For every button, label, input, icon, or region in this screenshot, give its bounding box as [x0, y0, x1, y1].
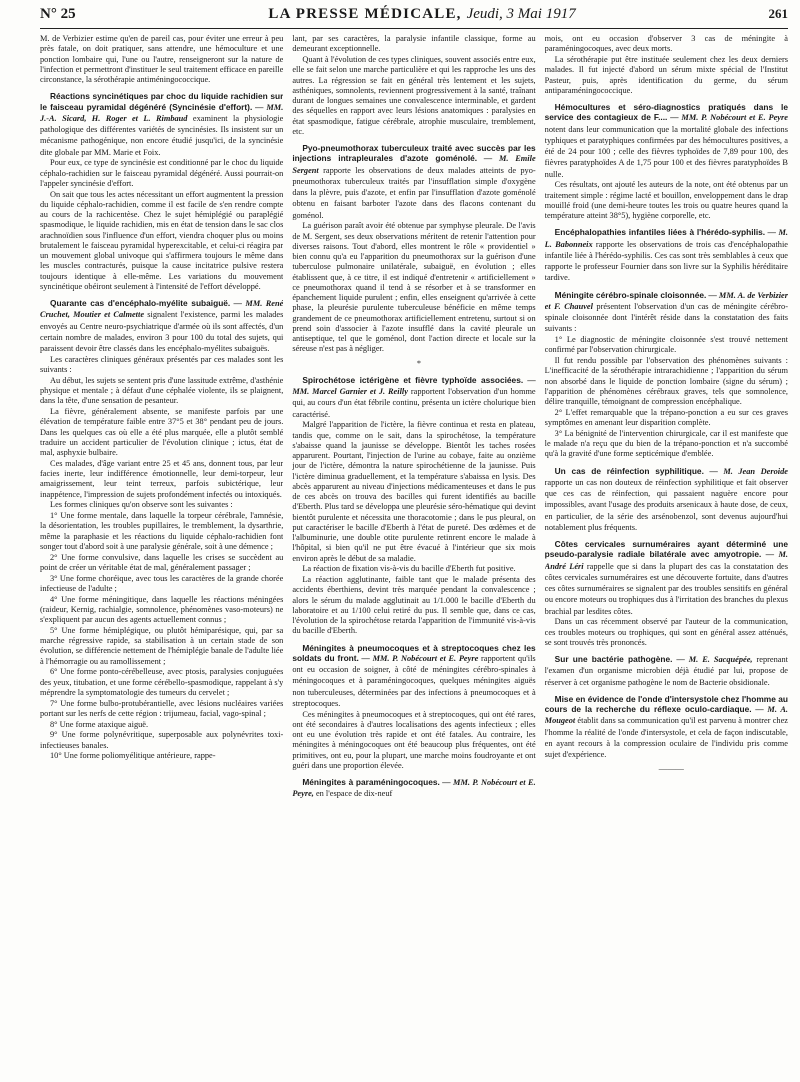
article-title: Méningite cérébro-spinale cloisonnée. [554, 289, 707, 300]
article-authors: — M. Emile Sergent [292, 154, 536, 175]
article-text: rapportent qu'ils ont eu occasion de soigner, à côté de méningites cérébro-spinales à méningocoques et à paraméningocoques, quelques méningites aiguës non tuberculeuses, déterminées par des infections à pneumocoques et à streptocoques. [292, 653, 536, 708]
article-authors: — M. André Léri [544, 550, 788, 571]
article-text: rapportent l'observation d'un homme qui, au cours d'un état fébrile continu, présenta un ictère cholurique bien caractérisé. [292, 387, 536, 419]
article-authors: — MM. J.-A. Sicard, H. Roger et L. Rimbaud [40, 102, 284, 123]
paragraph: Au début, les sujets se sentent pris d'une lassitude extrême, d'asthénie physique et mentale ; à défaut d'une céphalée violente, ils se plaignent, dans la tête, d'une sensation de pesanteur. [40, 375, 284, 406]
issue-number: N° 25 [40, 6, 76, 22]
paragraph: Ces méningites à pneumocoques et à streptocoques, qui ont été rares, ont été secondaires à d'autres localisations des agents infectieux ; elles ont eu une évolution très rapide et ont été fatales. Au contraire, les méningites à méningocoques ont été beaucoup plus fréquentes, ont été primitives, ont eu, pour la plupart, une marche moins foudroyante et ont guéri dans une proportion élevée. [292, 709, 536, 770]
article-section [545, 539, 788, 617]
article-authors: — M. L. Babonneix [544, 228, 788, 249]
paragraph: Pour eux, ce type de syncinésie est conditionné par le choc du liquide céphalo-rachidien sur le faisceau pyramidal dégénéré. Aussi pourrait-on l'appeler syncinésie d'effort. [40, 158, 284, 188]
list-item: 2° Une forme convulsive, dans laquelle les crises se succèdent au point de créer un véritable état de mal, généralement passager ; [40, 552, 284, 572]
separator: * [416, 358, 422, 368]
article-text: rapporte les observations de deux malades atteints de pyo-pneumothorax tuberculeux traités par l'insufflation simple d'oxygène dans la plèvre, puis d'azote, et enfin par l'insufflation d'azote goménolé obtenu en faisant barboter l'azote dans des flacons contenant du goménol. [292, 165, 536, 220]
paragraph: Dans un cas récemment observé par l'auteur de la communication, ces troubles moteurs ou trophiques, qui sont en général assez atténués, se sont trouvés très prononcés. [544, 617, 788, 647]
article-title: Quarante cas d'encéphalo-myélite subaiguë. [50, 298, 231, 308]
article-text: rappelle que si dans la plupart des cas la constatation des côtes cervicales surnuméraires est une découverte fortuite, dans d'autres ces côtes surnuméraires se signalent par des troubles sensitifs en général ou encore moteurs ou trophiques dus à l'irritation des branches du plexus brachial par lesdites côtes. [544, 561, 788, 616]
paragraph: Il fut rendu possible par l'observation des phénomènes suivants : L'inefficacité de la sérothérapie intrarachidienne ; l'apparition du sérum non absorbé dans le liquide de ponction lombaire (signe du sérum) ; l'apparition de phénomènes cérébraux graves, tels que somnolence, délire tranquille, témoignant de compression encéphalique. [544, 356, 788, 406]
article-title: Un cas de réinfection syphilitique. [554, 465, 704, 476]
article-text: en l'espace de dix-neuf [313, 789, 393, 799]
article-authors: — MM. P. Nobécourt et E. Peyre, [292, 778, 536, 799]
article-title: Sur une bactérie pathogène. [554, 654, 673, 664]
paragraph: La réaction de fixation vis-à-vis du bacille d'Eberth fut positive. [302, 564, 516, 574]
paragraph: lant, par ses caractères, la paralysie infantile classique, forme au demeurant exceptionnelle. [292, 34, 536, 54]
column-3 [545, 34, 788, 1080]
article-text: examinent la physiologie pathologique des différentes variétés de syncinésies. Ils insistent sur un mécanisme pathogénique, non encore étudié jusqu'ici, de la syncinésie dite globale par MM. Marie et Foix. [40, 113, 284, 157]
article-authors: — M. E. Sacquépée, [672, 655, 753, 664]
paragraph: On sait que tous les actes nécessitant un effort augmentent la pression du liquide céphalo-rachidien, comme il est facile de s'en rendre compte au cours de la rachicentèse. Chez le sujet hémiplégié ou paraplégié spasmodique, le liquide rachidien, mis en état de tension dans le sac clos arachnoïdien sous l'influence d'un effort, viendra choquer plus ou moins brutalement le faisceau pyramidal hyperexcitable, et celui-ci réagira par un mouvement global univoque qui s'affirmera toujours le même dans les muscles contracturés, puisque la cause incitatrice pulsive restera toujours identique à elle-même. Les variations du mouvement syncinétique obéiront seulement à l'intensité de l'effort développé. [40, 189, 284, 291]
article-title: Mise en évidence de l'onde d'intersystole chez l'homme au cours de la recherche du réflexe oculo-cardiaque. [544, 693, 788, 714]
list-item: 10° Une forme poliomyélitique antérieure, rappe- [50, 751, 216, 761]
article-text: établit dans sa communication qu'il est parvenu à montrer chez l'homme la réalité de l'onde d'intersystole, et cela de façon indiscutable, en ayant recours à la compression oculaire de l'individu pris comme sujet d'expérience. [544, 716, 788, 759]
article-section [545, 694, 788, 761]
article-text: signalent l'existence, parmi les malades envoyés au Centre neuro-psychiatrique d'armée où ils sont affectés, d'un certain nombre de malades, environ 3 pour 100 du total des sujets, qui paraissent devoir être classés dans les encéphalo-myélites subaiguës. [40, 310, 284, 353]
column-2 [292, 34, 535, 1080]
list-item: 1° Une forme mentale, dans laquelle la torpeur cérébrale, l'amnésie, la désorientation, les troubles pupillaires, le tremblement, la dysarthrie, même la paraphasie et les réactions du liquide céphalo-rachidien font songer tout d'abord soit à une paralysie générale, soit à une démence ; [40, 511, 284, 551]
article-section [40, 91, 283, 158]
article-title: Hémocultures et séro-diagnostics pratiqués dans le service des contagieux de F.... [544, 102, 788, 123]
article-section [545, 102, 788, 180]
paragraph: Quant à l'évolution de ces types cliniques, souvent associés entre eux, elle se fait selon une marche particulière et qui les rapproche les uns des autres. La régression se fait en général très lentement et les sujets, asthéniques, somnolents, reviennent progressivement à la santé, traînant durant de longues semaines une convalescence interminable, et gardent des séquelles en rapport avec leurs lésions anatomiques : paralysies en état spasmodique, fatigue cérébrale, atrophie musculaire, tremblement, etc. [292, 55, 536, 136]
paragraph: Les formes cliniques qu'on observe sont les suivantes : [50, 500, 233, 510]
column-1 [40, 34, 283, 1080]
article-text: notent dans leur communication que la mortalité globale des infections typhiques et paratyphiques confirmées par des hémocultures positives, a été de 24 pour 100 ; celle des fièvres typhoïdes de 7,89 pour 100, des fièvres paratyphoïdes A de 1,75 pour 100 et des fièvres paratyphoïdes B nulle. [544, 124, 788, 179]
paragraph: La fièvre, généralement absente, se manifeste parfois par une élévation de température faible entre 37°5 et 38° pendant peu de jours. Dans les quelques cas où elle a été plus marquée, elle a plutôt semblé traduire un accident particulier de l'évolution clinique ; ictus, état de mal, asphyxie bulbaire. [40, 407, 284, 457]
article-section [292, 643, 535, 710]
article-title: Pyo-pneumothorax tuberculeux traité avec succès par les injections intrapleurales d'azote goménolé. [292, 143, 536, 164]
journal-masthead [268, 6, 575, 23]
page-header [40, 6, 788, 29]
article-section [545, 654, 788, 688]
article-authors: — MM. P. Nobécourt et E. Peyre [667, 113, 788, 123]
article-section [292, 375, 535, 420]
paragraph: La guérison paraît avoir été obtenue par symphyse pleurale. De l'avis de M. Sergent, ses deux observations méritent de retenir l'attention pour diverses raisons. Tout d'abord, elles montrent le rôle « providentiel » bien connu qu'a eu l'apparition du pneumothorax sur la guérison d'une tuberculose pulmonaire unilatérale, subaiguë, en évolution ; elles établissent que, à ce titre, il est indiqué d'entretenir « artificiellement » ce pneumothorax quand il tend à se résorber et à se transformer en épanchement liquide purulent ; enfin, elles enseignent qu'arrivée à cette phase, la pleurésie purulente tuberculeuse bénéficie en même temps grandement de ce pneumothorax artificiellement entretenu, surtout si on prend soin d'associer à l'azote insufflé dans la cavité pleurale un antiseptique, tel que le goménol, dont l'action directe et locale sur la séreuse n'est pas à négliger. [292, 221, 536, 354]
article-authors: — M. Jean Deroide [703, 466, 788, 476]
list-item: 6° Une forme ponto-cérébelleuse, avec ptosis, paralysies conjuguées des yeux, titubation, et une forme cérébello-spasmodique, rappelant à s'y méprendre la symptomatologie des tumeurs du cervelet ; [40, 667, 284, 697]
article-authors: — MM. Marcel Garnier et J. Reilly [292, 375, 536, 396]
list-item: 4° Une forme méningitique, dans laquelle les réactions méningées (raideur, Kernig, rachialgie, somnolence, phénomènes vaso-moteurs) ne s'expliquent par aucun des agents actuellement connus ; [40, 594, 284, 624]
article-section [292, 143, 535, 221]
text-columns [40, 34, 788, 1080]
list-item: 1° Le diagnostic de méningite cloisonnée s'est trouvé nettement confirmé par l'observation chirurgicale. [544, 335, 788, 355]
article-authors: — M. A. Mougeot [544, 705, 788, 726]
article-text: rapporte un cas non douteux de réinfection syphilitique et fait observer que ces cas de réinfection, qui passaient naguère encore pour impossibles, avant l'usage des produits arsenicaux à haute dose, de ceux, en particulier, de la série des arsénobenzol, sont devenus aujourd'hui notablement plus fréquents. [544, 477, 788, 532]
article-authors: — MM. P. Nobécourt et E. Peyre [358, 653, 479, 663]
article-title: Spirochétose ictérigène et fièvre typhoïde associées. [302, 374, 524, 385]
article-title: Côtes cervicales surnuméraires ayant déterminé une pseudo-paralysie radiale bilatérale avec amyotropie. [544, 539, 788, 560]
article-authors: — MM. A. de Verbizier et F. Chauvel [544, 290, 788, 311]
paragraph: Ces résultats, ont ajouté les auteurs de la note, ont été obtenus par un traitement simple : régime lacté et bouillon, enveloppement dans le drap mouillé froid (une demi-heure toutes les trois ou quatre heures quand la température atteint 38°5), hygiène corporelle, etc. [544, 180, 788, 220]
paragraph: Malgré l'apparition de l'ictère, la fièvre continua et resta en plateau, tandis que, comme on le sait, dans la spirochétose, la température s'abaisse quand la jaunisse se développe. Bientôt les taches rosées apparurent. Pourtant, l'injection de l'urine au cobaye, faite au onzième jour de l'ictère, démontra la nature spirochétienne de la jaunisse. Puis l'ictère diminua graduellement, et la température s'abaissa en lysis. Des abcès apparurent au niveau d'injections médicamenteuses et dans le pus de ces abcès on trouva des bacilles qui furent identifiés au bacille d'Eberth. Plus tard se développa une pleurésie séro-hématique qui devint bientôt purulente et nécessita une thoracotomie ; dans le pus pleural, on put caractériser le bacille d'Eberth à l'état de pureté. Des œdèmes et de l'albuminurie, une double otite purulente retinrent encore le malade à l'hôpital, si bien qu'il ne put être évacué à l'intérieur que six mois environ après le début de sa maladie. [292, 420, 536, 563]
article-text: rapporte les observations de trois cas d'encéphalopathie infantile liée à l'hérédo-syphilis. Ces cas sont très semblables à ceux que rapporte le professeur Fournier dans son livre sur la Syphilis héréditaire tardive. [544, 239, 788, 283]
journal-title: LA PRESSE MÉDICALE, [268, 6, 462, 22]
list-item: 3° La bénignité de l'intervention chirurgicale, car il est manifeste que le malade n'a reçu que du bien de la trépano-ponction et n'a succombé qu'à la gravité d'une forme septicémique d'emblée. [544, 428, 788, 459]
list-item: 9° Une forme polynévritique, superposable aux polynévrites toxi-infectieuses banales. [40, 730, 284, 750]
paragraph: La réaction agglutinante, faible tant que le malade présenta des accidents éberthiens, devint très marquée pendant la convalescence ; alors le sérum du malade agglutinait au 1/1.000 le bacille d'Eberth du laboratoire et au 1/100 celui retiré du pus. Il semble que, dans ce cas, l'évolution de la spirochétose retarda l'apparition de l'immunité vis-à-vis du bacille d'Eberth. [292, 575, 536, 636]
list-item: 7° Une forme bulbo-protubérantielle, avec lésions nucléaires variées portant sur les nerfs de cette région : trijumeau, facial, vago-spinal ; [40, 698, 284, 718]
article-title: Méningites à paraméningocoques. [302, 777, 440, 787]
article-text: reprenant l'examen d'un organisme microbien déjà étudié par lui, propose de réserver à cet organisme pathogène le nom de Bacterie obsidionale. [544, 655, 788, 687]
paragraph: mois, ont eu occasion d'observer 3 cas de méningite à paraméningocoques, avec deux morts. [544, 34, 788, 54]
page-number: 261 [768, 6, 788, 21]
article-section [545, 227, 788, 283]
article-authors: — MM. René Cruchet, Moutier et Calmette [40, 299, 284, 320]
article-text: présentent l'observation d'un cas de méningite cérébro-spinale cloisonnée dont l'intérêt réside dans la constatation des faits suivants : [544, 301, 788, 334]
article-section [545, 466, 788, 534]
paragraph: Ces malades, d'âge variant entre 25 et 45 ans, donnent tous, par leur facies inerte, leur indifférence émotionnelle, leur demi-torpeur, leur amaigrissement, leur teint terreux, parfois subictérique, leur inappétence, l'impression de sujets profondément infectés ou intoxiqués. [40, 458, 284, 499]
paragraph: Les caractères cliniques généraux présentés par ces malades sont les suivants : [40, 354, 284, 374]
article-title: Réactions syncinétiques par choc du liquide rachidien sur le faisceau pyramidal dégénéré (Syncinésie d'effort). [40, 91, 284, 112]
article-title: Méningites à pneumocoques et à streptocoques chez les soldats du front. [292, 642, 536, 663]
list-item: 3° Une forme choréique, avec tous les caractères de la grande chorée infectieuse de l'adulte ; [40, 573, 284, 593]
issue-date: Jeudi, 3 Mai 1917 [466, 6, 576, 22]
article-section [40, 298, 283, 354]
list-item: 8° Une forme ataxique aiguë. [50, 719, 149, 729]
article-section [292, 777, 535, 800]
article-title: Encéphalopathies infantiles liées à l'hérédo-syphilis. [554, 227, 766, 238]
list-item: 5° Une forme hémiplégique, ou plutôt hémiparésique, qui, par sa marche régressive rapide, sa stabilisation à un certain stade de son évolution, se différencie nettement de l'hémiplégie banale de l'adulte liée à l'hémorragie ou au ramollissement ; [40, 625, 284, 666]
article-section [545, 290, 788, 335]
list-item: 2° L'effet remarquable que la trépano-ponction a eu sur ces graves symptômes en amenant leur disparition complète. [544, 407, 788, 427]
paragraph: M. de Verbizier estime qu'en de pareil cas, pour éviter une erreur à peu près fatale, on doit pratiquer, sans attendre, une hémoculture et une ponction lombaire qui, l'une ou l'autre, renseigneront sur la nature de l'infection et permettront d'instituer le seul traitement efficace en pareille circonstance, la sérothérapie antiméningococcique. [40, 34, 284, 84]
paragraph: La sérothérapie put être instituée seulement chez les deux derniers malades. Il fut injecté d'abord un sérum mixte spécial de l'Institut Pasteur, puis, après identification du germe, du sérum antiparaméningococcique. [544, 55, 788, 95]
separator: ——— [658, 764, 684, 774]
